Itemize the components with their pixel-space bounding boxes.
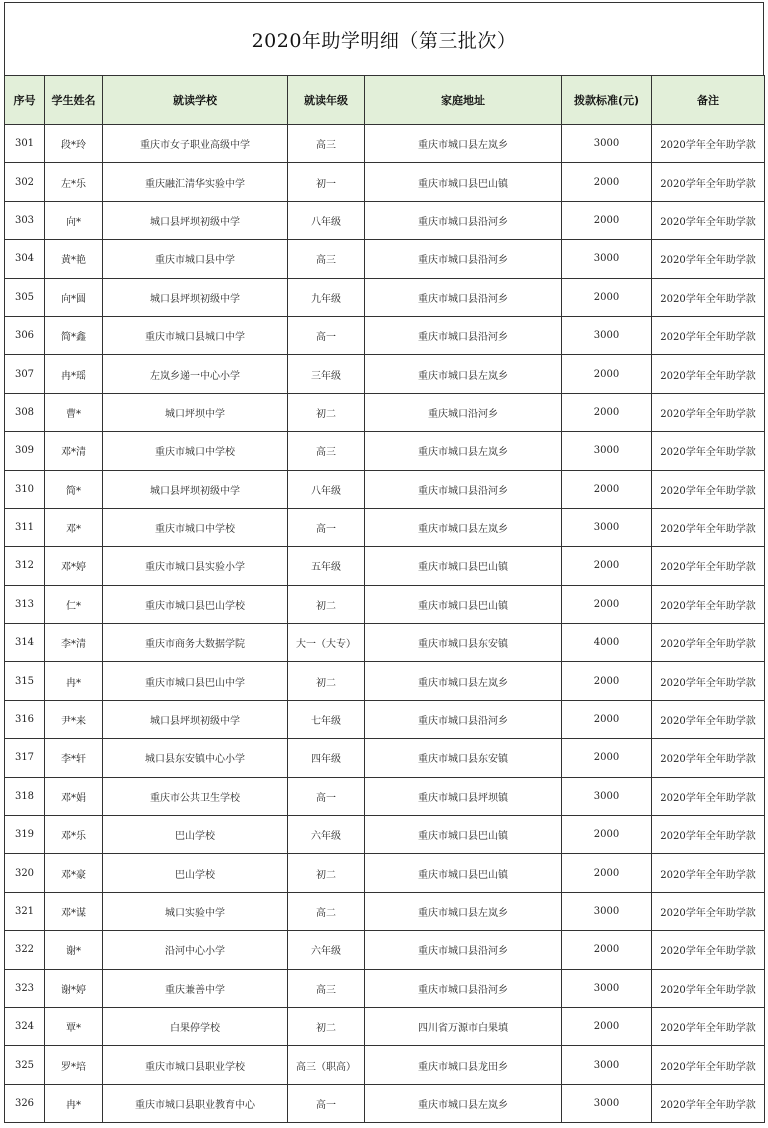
cell-student-name: 李*清 (45, 624, 103, 662)
cell-index: 314 (5, 624, 45, 662)
table-row (5, 355, 765, 393)
cell-amount: 3000 (562, 508, 652, 546)
cell-student-name: 冉* (45, 662, 103, 700)
cell-amount: 3000 (562, 1084, 652, 1122)
table-row (5, 777, 765, 815)
table-row (5, 739, 765, 777)
cell-index: 312 (5, 547, 45, 585)
table-row (5, 816, 765, 854)
cell-student-name: 李*轩 (45, 739, 103, 777)
cell-note: 2020学年全年助学款 (652, 931, 765, 969)
cell-address: 重庆市城口县巴山镇 (365, 163, 562, 201)
cell-school: 重庆市城口县巴山中学 (103, 662, 288, 700)
cell-address: 重庆市城口县沿河乡 (365, 470, 562, 508)
cell-index: 319 (5, 816, 45, 854)
table-header-row (5, 76, 765, 125)
cell-grade: 初一 (288, 163, 365, 201)
cell-school: 重庆市公共卫生学校 (103, 777, 288, 815)
table-row (5, 278, 765, 316)
cell-address: 重庆市城口县巴山镇 (365, 816, 562, 854)
cell-grade: 初二 (288, 585, 365, 623)
cell-amount: 2000 (562, 816, 652, 854)
table-row (5, 585, 765, 623)
cell-student-name: 覃* (45, 1007, 103, 1045)
cell-amount: 3000 (562, 777, 652, 815)
cell-school: 城口县东安镇中心小学 (103, 739, 288, 777)
cell-amount: 2000 (562, 931, 652, 969)
table-row (5, 547, 765, 585)
cell-school: 城口实验中学 (103, 892, 288, 930)
table-row (5, 508, 765, 546)
cell-note: 2020学年全年助学款 (652, 892, 765, 930)
cell-amount: 3000 (562, 1046, 652, 1084)
cell-school: 重庆市城口中学校 (103, 432, 288, 470)
cell-amount: 2000 (562, 355, 652, 393)
table-row (5, 316, 765, 354)
cell-address: 重庆市城口县沿河乡 (365, 201, 562, 239)
cell-address: 重庆市城口县沿河乡 (365, 931, 562, 969)
cell-school: 巴山学校 (103, 854, 288, 892)
cell-grade: 高三 (288, 969, 365, 1007)
cell-address: 四川省万源市白果填 (365, 1007, 562, 1045)
cell-address: 重庆市城口县左岚乡 (365, 432, 562, 470)
header-amount: 拨款标准(元) (562, 76, 652, 125)
cell-amount: 2000 (562, 585, 652, 623)
table-row (5, 892, 765, 930)
cell-note: 2020学年全年助学款 (652, 624, 765, 662)
cell-note: 2020学年全年助学款 (652, 547, 765, 585)
cell-grade: 高一 (288, 508, 365, 546)
cell-grade: 高二 (288, 892, 365, 930)
cell-note: 2020学年全年助学款 (652, 662, 765, 700)
cell-amount: 3000 (562, 892, 652, 930)
cell-address: 重庆市城口县左岚乡 (365, 508, 562, 546)
cell-index: 303 (5, 201, 45, 239)
cell-school: 左岚乡递一中心小学 (103, 355, 288, 393)
cell-address: 重庆市城口县坪坝镇 (365, 777, 562, 815)
cell-grade: 九年级 (288, 278, 365, 316)
cell-address: 重庆市城口县沿河乡 (365, 278, 562, 316)
cell-note: 2020学年全年助学款 (652, 355, 765, 393)
cell-school: 重庆市城口县中学 (103, 240, 288, 278)
header-school: 就读学校 (103, 76, 288, 125)
table-row (5, 240, 765, 278)
cell-note: 2020学年全年助学款 (652, 240, 765, 278)
cell-student-name: 向*圆 (45, 278, 103, 316)
cell-student-name: 段*玲 (45, 125, 103, 163)
cell-student-name: 曹* (45, 393, 103, 431)
aid-details-sheet (4, 2, 764, 1123)
cell-note: 2020学年全年助学款 (652, 854, 765, 892)
cell-index: 318 (5, 777, 45, 815)
table-row (5, 470, 765, 508)
aid-table (4, 75, 765, 1123)
cell-school: 重庆兼善中学 (103, 969, 288, 1007)
table-row (5, 125, 765, 163)
table-row (5, 624, 765, 662)
cell-grade: 四年级 (288, 739, 365, 777)
cell-student-name: 邓*清 (45, 432, 103, 470)
cell-school: 重庆市商务大数据学院 (103, 624, 288, 662)
cell-address: 重庆市城口县东安镇 (365, 624, 562, 662)
table-row (5, 393, 765, 431)
cell-address: 重庆市城口县东安镇 (365, 739, 562, 777)
cell-grade: 六年级 (288, 816, 365, 854)
cell-note: 2020学年全年助学款 (652, 432, 765, 470)
cell-address: 重庆市城口县左岚乡 (365, 355, 562, 393)
cell-grade: 八年级 (288, 470, 365, 508)
cell-student-name: 谢* (45, 931, 103, 969)
cell-address: 重庆市城口县左岚乡 (365, 662, 562, 700)
cell-grade: 初二 (288, 1007, 365, 1045)
cell-grade: 初二 (288, 854, 365, 892)
cell-address: 重庆市城口县左岚乡 (365, 1084, 562, 1122)
cell-note: 2020学年全年助学款 (652, 278, 765, 316)
cell-student-name: 谢*婷 (45, 969, 103, 1007)
cell-student-name: 冉*瑶 (45, 355, 103, 393)
cell-amount: 2000 (562, 278, 652, 316)
cell-note: 2020学年全年助学款 (652, 969, 765, 1007)
cell-school: 巴山学校 (103, 816, 288, 854)
cell-amount: 3000 (562, 432, 652, 470)
cell-note: 2020学年全年助学款 (652, 508, 765, 546)
cell-student-name: 尹*来 (45, 700, 103, 738)
table-row (5, 854, 765, 892)
cell-index: 315 (5, 662, 45, 700)
cell-note: 2020学年全年助学款 (652, 125, 765, 163)
header-student-name: 学生姓名 (45, 76, 103, 125)
cell-index: 308 (5, 393, 45, 431)
table-row (5, 1007, 765, 1045)
cell-grade: 初二 (288, 393, 365, 431)
cell-school: 重庆市城口县巴山学校 (103, 585, 288, 623)
cell-address: 重庆市城口县龙田乡 (365, 1046, 562, 1084)
cell-note: 2020学年全年助学款 (652, 1084, 765, 1122)
cell-grade: 高一 (288, 777, 365, 815)
cell-school: 重庆市女子职业高级中学 (103, 125, 288, 163)
cell-grade: 高一 (288, 1084, 365, 1122)
cell-grade: 六年级 (288, 931, 365, 969)
cell-address: 重庆市城口县左岚乡 (365, 125, 562, 163)
cell-index: 326 (5, 1084, 45, 1122)
cell-amount: 4000 (562, 624, 652, 662)
cell-amount: 2000 (562, 547, 652, 585)
cell-amount: 2000 (562, 662, 652, 700)
cell-note: 2020学年全年助学款 (652, 816, 765, 854)
header-note: 备注 (652, 76, 765, 125)
cell-student-name: 左*乐 (45, 163, 103, 201)
cell-address: 重庆市城口县沿河乡 (365, 316, 562, 354)
cell-student-name: 黄*艳 (45, 240, 103, 278)
table-row (5, 201, 765, 239)
cell-student-name: 简*鑫 (45, 316, 103, 354)
cell-index: 310 (5, 470, 45, 508)
cell-note: 2020学年全年助学款 (652, 163, 765, 201)
cell-student-name: 邓*乐 (45, 816, 103, 854)
cell-address: 重庆市城口县左岚乡 (365, 892, 562, 930)
cell-index: 313 (5, 585, 45, 623)
cell-note: 2020学年全年助学款 (652, 470, 765, 508)
cell-amount: 2000 (562, 854, 652, 892)
cell-amount: 2000 (562, 1007, 652, 1045)
cell-index: 306 (5, 316, 45, 354)
header-address: 家庭地址 (365, 76, 562, 125)
cell-note: 2020学年全年助学款 (652, 393, 765, 431)
cell-student-name: 邓*娟 (45, 777, 103, 815)
cell-grade: 高一 (288, 316, 365, 354)
cell-note: 2020学年全年助学款 (652, 585, 765, 623)
cell-school: 重庆市城口县实验小学 (103, 547, 288, 585)
cell-index: 309 (5, 432, 45, 470)
cell-school: 城口县坪坝初级中学 (103, 470, 288, 508)
cell-grade: 七年级 (288, 700, 365, 738)
cell-school: 重庆市城口县城口中学 (103, 316, 288, 354)
cell-index: 304 (5, 240, 45, 278)
cell-note: 2020学年全年助学款 (652, 739, 765, 777)
cell-address: 重庆市城口县沿河乡 (365, 969, 562, 1007)
table-body (5, 125, 765, 1123)
cell-grade: 八年级 (288, 201, 365, 239)
cell-school: 城口县坪坝初级中学 (103, 278, 288, 316)
table-row (5, 1084, 765, 1122)
cell-note: 2020学年全年助学款 (652, 777, 765, 815)
cell-grade: 高三（职高） (288, 1046, 365, 1084)
cell-address: 重庆市城口县巴山镇 (365, 585, 562, 623)
table-row (5, 163, 765, 201)
cell-school: 城口坪坝中学 (103, 393, 288, 431)
cell-index: 316 (5, 700, 45, 738)
cell-index: 301 (5, 125, 45, 163)
cell-address: 重庆市城口县巴山镇 (365, 547, 562, 585)
cell-amount: 3000 (562, 125, 652, 163)
cell-note: 2020学年全年助学款 (652, 1046, 765, 1084)
cell-school: 重庆市城口县职业学校 (103, 1046, 288, 1084)
cell-index: 325 (5, 1046, 45, 1084)
cell-student-name: 简* (45, 470, 103, 508)
cell-index: 321 (5, 892, 45, 930)
table-row (5, 931, 765, 969)
cell-note: 2020学年全年助学款 (652, 316, 765, 354)
cell-amount: 3000 (562, 969, 652, 1007)
cell-address: 重庆市城口县巴山镇 (365, 854, 562, 892)
cell-amount: 2000 (562, 393, 652, 431)
cell-grade: 三年级 (288, 355, 365, 393)
cell-student-name: 邓*谋 (45, 892, 103, 930)
cell-school: 重庆融汇清华实验中学 (103, 163, 288, 201)
cell-student-name: 邓* (45, 508, 103, 546)
cell-student-name: 罗*培 (45, 1046, 103, 1084)
cell-school: 白果停学校 (103, 1007, 288, 1045)
cell-amount: 2000 (562, 739, 652, 777)
cell-school: 沿河中心小学 (103, 931, 288, 969)
cell-amount: 2000 (562, 201, 652, 239)
cell-index: 322 (5, 931, 45, 969)
cell-grade: 初二 (288, 662, 365, 700)
table-row (5, 969, 765, 1007)
cell-amount: 3000 (562, 316, 652, 354)
table-row (5, 1046, 765, 1084)
cell-student-name: 仁* (45, 585, 103, 623)
cell-note: 2020学年全年助学款 (652, 700, 765, 738)
cell-student-name: 邓*婷 (45, 547, 103, 585)
cell-grade: 高三 (288, 432, 365, 470)
cell-address: 重庆城口沿河乡 (365, 393, 562, 431)
cell-amount: 2000 (562, 470, 652, 508)
cell-index: 323 (5, 969, 45, 1007)
cell-amount: 2000 (562, 163, 652, 201)
cell-index: 305 (5, 278, 45, 316)
header-grade: 就读年级 (288, 76, 365, 125)
cell-index: 317 (5, 739, 45, 777)
table-row (5, 662, 765, 700)
cell-student-name: 冉* (45, 1084, 103, 1122)
cell-school: 重庆市城口县职业教育中心 (103, 1084, 288, 1122)
cell-index: 307 (5, 355, 45, 393)
cell-school: 城口县坪坝初级中学 (103, 201, 288, 239)
cell-address: 重庆市城口县沿河乡 (365, 240, 562, 278)
cell-index: 324 (5, 1007, 45, 1045)
cell-student-name: 向* (45, 201, 103, 239)
cell-index: 311 (5, 508, 45, 546)
header-index: 序号 (5, 76, 45, 125)
cell-student-name: 邓*豪 (45, 854, 103, 892)
cell-amount: 2000 (562, 700, 652, 738)
cell-grade: 大一（大专） (288, 624, 365, 662)
cell-grade: 高三 (288, 125, 365, 163)
page-title: 2020年助学明细（第三批次） (4, 2, 764, 75)
cell-note: 2020学年全年助学款 (652, 1007, 765, 1045)
cell-school: 城口县坪坝初级中学 (103, 700, 288, 738)
cell-index: 320 (5, 854, 45, 892)
cell-note: 2020学年全年助学款 (652, 201, 765, 239)
table-row (5, 700, 765, 738)
table-row (5, 432, 765, 470)
cell-grade: 五年级 (288, 547, 365, 585)
cell-grade: 高三 (288, 240, 365, 278)
cell-school: 重庆市城口中学校 (103, 508, 288, 546)
cell-amount: 3000 (562, 240, 652, 278)
cell-index: 302 (5, 163, 45, 201)
cell-address: 重庆市城口县沿河乡 (365, 700, 562, 738)
